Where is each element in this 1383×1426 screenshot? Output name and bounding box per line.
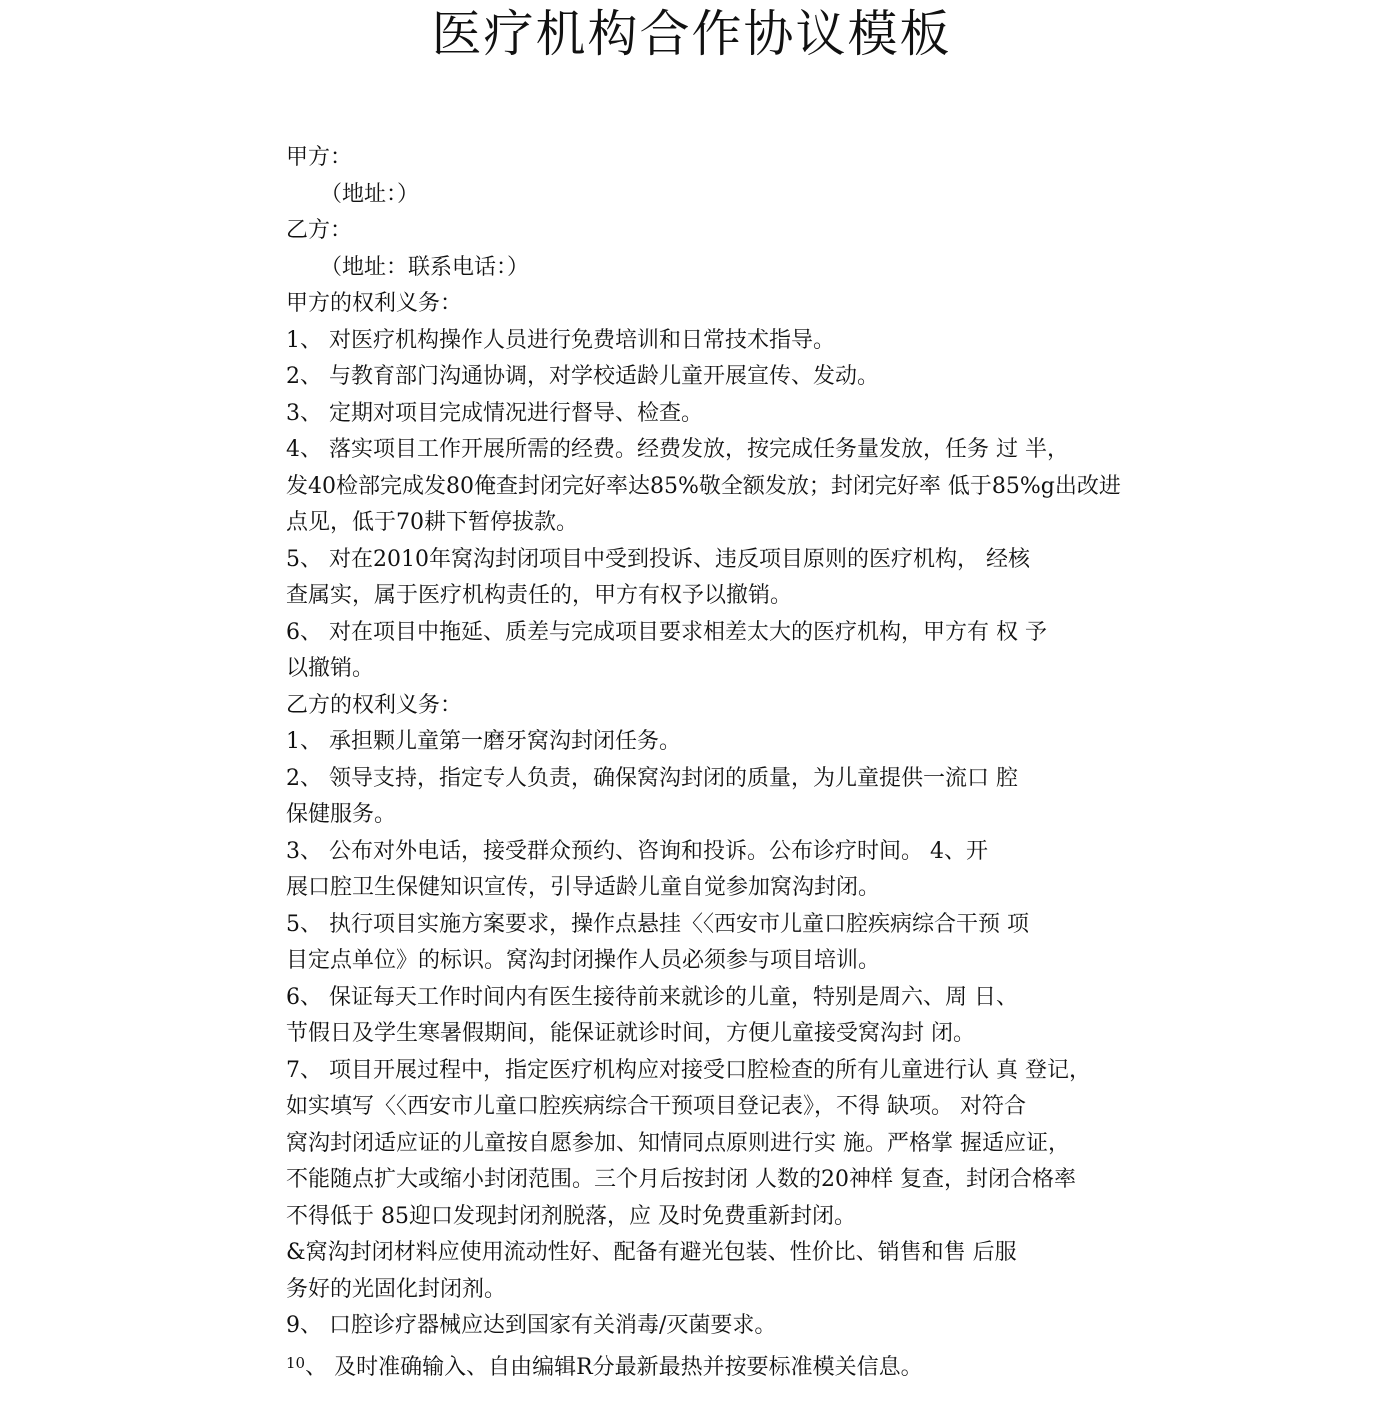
text-line: 窝沟封闭适应证的儿童按自愿参加、知情同点原则进行实 施。严格掌 握适应证，: [286, 1130, 1070, 1156]
text-line: 1、 对医疗机构操作人员进行免费培训和日常技术指导。: [286, 327, 835, 353]
text-line: 2、 领导支持，指定专人负责，确保窝沟封闭的质量，为儿童提供一流口 腔: [286, 765, 1018, 791]
text-line: 发40检部完成发80俺查封闭完好率达85%敬全额发放；封闭完好率 低于85%g出改进: [286, 473, 1121, 499]
text-line: &窝沟封闭材料应使用流动性好、配备有避光包装、性价比、销售和售 后服: [286, 1240, 1017, 1265]
text-line: 不能随点扩大或缩小封闭范围。三个月后按封闭 人数的20神样 复查，封闭合格率: [286, 1167, 1076, 1192]
text-line: 展口腔卫生保健知识宣传，引导适龄儿童自觉参加窝沟封闭。: [286, 875, 881, 900]
document-body: [286, 140, 1156, 1386]
party-b-address: （地址：联系电话：）: [320, 254, 530, 280]
party-a-label: 甲方：: [286, 145, 353, 170]
text-line: 3、 公布对外电话，接受群众预约、咨询和投诉。公布诊疗时间。 4、开: [286, 838, 988, 864]
text-line: 4、 落实项目工作开展所需的经费。经费发放，按完成任务量发放，任务 过 半，: [286, 437, 1069, 462]
text-line: 如实填写〈〈西安市儿童口腔疾病综合干预项目登记表》，不得 缺项。 对符合: [286, 1094, 1026, 1119]
text-line: 目定点单位》的标识。窝沟封闭操作人员必须参与项目培训。: [286, 948, 881, 973]
text-line: 不得低于 85迎口发现封闭剂脱落，应 及时免费重新封闭。: [286, 1203, 856, 1229]
text-line: 保健服务。: [286, 802, 397, 827]
text-line: 务好的光固化封闭剂。: [286, 1276, 507, 1302]
party-a-address: （地址：）: [320, 181, 420, 207]
party-b-duties-heading: 乙方的权利义务：: [286, 692, 463, 718]
last-item-number: 10: [286, 1353, 306, 1372]
party-b-label: 乙方：: [286, 218, 353, 243]
text-line: 5、 对在2010年窝沟封闭项目中受到投诉、违反项目原则的医疗机构， 经核: [286, 546, 1030, 572]
party-a-duties-heading: 甲方的权利义务：: [286, 291, 463, 316]
text-line: 6、 保证每天工作时间内有医生接待前来就诊的儿童，特别是周六、周 日、: [286, 984, 1018, 1010]
text-line: 节假日及学生寒暑假期间，能保证就诊时间，方便儿童接受窝沟封 闭。: [286, 1021, 975, 1046]
text-line: 7、 项目开展过程中，指定医疗机构应对接受口腔检查的所有儿童进行认 真 登记，: [286, 1057, 1091, 1083]
text-line: 6、 对在项目中拖延、质差与完成项目要求相差太大的医疗机构，甲方有 权 予: [286, 619, 1047, 645]
text-line: 点见，低于70耕下暂停拔款。: [286, 510, 578, 535]
last-item-line: [286, 1345, 1156, 1387]
text-line: 9、 口腔诊疗器械应达到国家有关消毒/灭菌要求。: [286, 1313, 777, 1338]
text-line: 3、 定期对项目完成情况进行督导、检查。: [286, 400, 703, 426]
text-line: 5、 执行项目实施方案要求，操作点悬挂〈〈西安市儿童口腔疾病综合干预 项: [286, 911, 1029, 937]
text-line: 2、 与教育部门沟通协调，对学校适龄儿童开展宣传、发动。: [286, 364, 879, 389]
document-title: 医疗机构合作协议模板: [431, 5, 952, 63]
text-line: 以撤销。: [286, 656, 375, 681]
text-line: 查属实，属于医疗机构责任的，甲方有权予以撤销。: [286, 583, 793, 608]
text-line: 1、 承担颗儿童第一磨牙窝沟封闭任务。: [286, 729, 681, 754]
last-item-text: 、 及时准确输入、自由编辑R分最新最热并按要标准模关信息。: [305, 1354, 923, 1380]
